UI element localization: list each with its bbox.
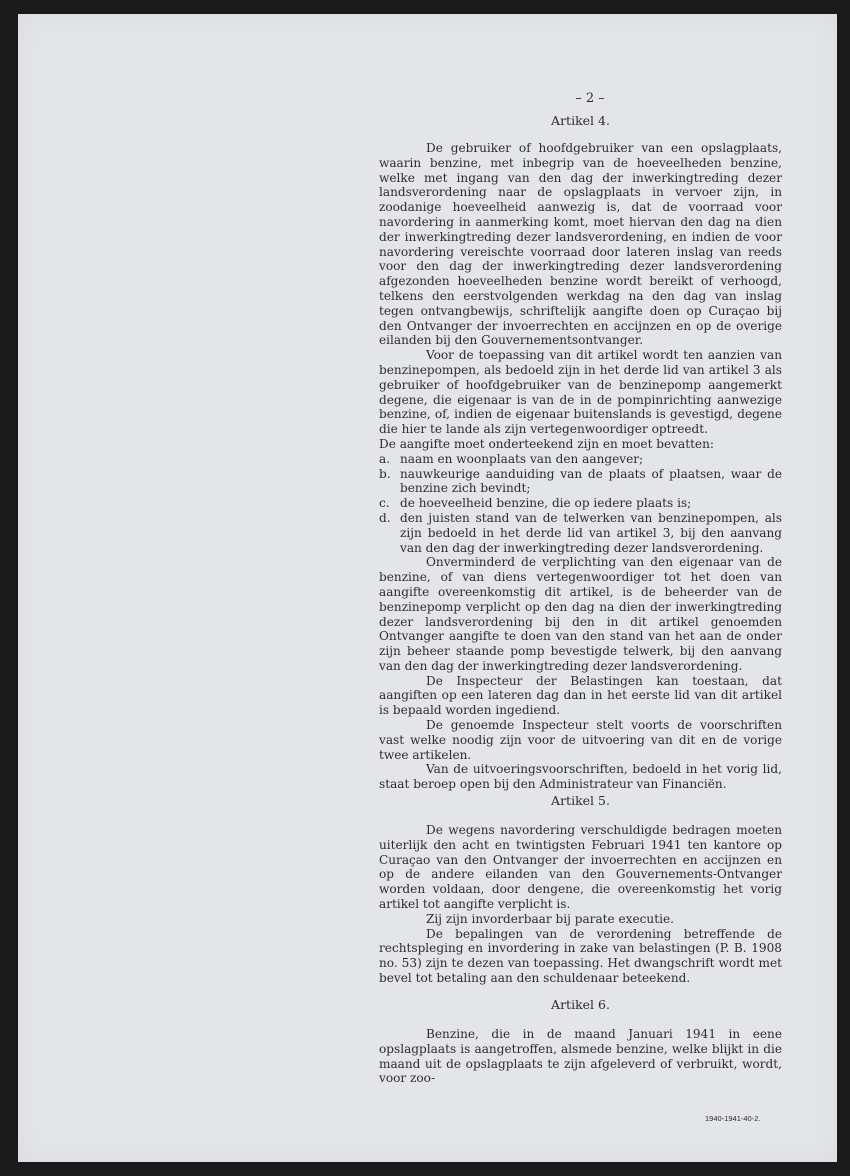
list-item bbox=[379, 452, 782, 467]
document-reference-code: 1940-1941-40-2. bbox=[705, 1114, 761, 1123]
list-item bbox=[379, 511, 782, 555]
article-4-list bbox=[379, 452, 782, 556]
list-item bbox=[379, 467, 782, 497]
list-item-text: den juisten stand van de telwerken van benzinepompen, als zijn bedoeld in het derde lid van artikel 3, bij den aanvang van den dag der inwerkingtreding dezer landsverordening. bbox=[400, 510, 782, 555]
article-4-paragraph: De Inspecteur der Belastingen kan toestaan, dat aangiften op een lateren dag dan in het eerste lid van dit artikel is bepaald worden ingediend. bbox=[379, 673, 782, 718]
list-marker: c. bbox=[379, 496, 390, 511]
list-marker: a. bbox=[379, 451, 391, 466]
list-marker: d. bbox=[379, 510, 391, 525]
article-5-body bbox=[379, 823, 782, 986]
article-4-paragraph: Voor de toepassing van dit artikel wordt ten aanzien van benzinepompen, als bedoeld zijn in het derde lid van artikel 3 als gebruiker of hoofdgebruiker van de benzinepomp aangemerkt degene, die eigenaar is van de in de pompinrichting aanwezige benzine, of, indien de eigenaar buitenslands is gevestigd, degene die hier te lande als zijn vertegenwoordiger optreedt. bbox=[379, 348, 782, 437]
list-marker: b. bbox=[379, 466, 391, 481]
article-6-paragraph: Benzine, die in de maand Januari 1941 in eene opslagplaats is aangetroffen, alsmede benzine, welke blijkt in die maand uit de opslagplaats te zijn afgeleverd of verbruikt, wordt, voor zoo- bbox=[379, 1027, 782, 1086]
list-item-text: nauwkeurige aanduiding van de plaats of plaatsen, waar de benzine zich bevindt; bbox=[400, 466, 782, 496]
article-5-paragraph: De bepalingen van de verordening betreffende de rechtspleging en invordering in zake van belastingen (P. B. 1908 no. 53) zijn te dezen van toepassing. Het dwangschrift wordt met bevel tot betaling aan den schuldenaar beteekend. bbox=[379, 926, 782, 985]
list-item bbox=[379, 496, 782, 511]
list-item-text: naam en woonplaats van den aangever; bbox=[400, 451, 644, 466]
article-4-paragraph: De gebruiker of hoofdgebruiker van een opslagplaats, waarin benzine, met inbegrip van de hoeveelheden benzine, welke met ingang van den dag der inwerkingtreding dezer landsverordening naar de opslagplaats in vervoer zijn, in zoodanige hoeveelheid aanwezig is, dat de voorraad voor navordering in aanmerking komt, moet hiervan den dag na dien der inwerkingtreding dezer landsverordening, en indien de voor navordering vereischte voorraad door lateren inslag van reeds voor den dag der inwerkingtreding dezer landsverordening afgezonden hoeveelheden benzine wordt bereikt of verhoogd, telkens den eerstvolgenden werkdag na den dag van inslag tegen ontvangbewijs, schriftelijk aangifte doen op Curaçao bij den Ontvanger der invoerrechten en accijnzen en op de overige eilanden bij den Gouvernementsontvanger. bbox=[379, 141, 782, 348]
article-4-paragraph: Onverminderd de verplichting van den eigenaar van de benzine, of van diens vertegenwoordiger tot het doen van aangifte overeenkomstig dit artikel, is de beheerder van de benzinepomp verplicht op den dag na dien der inwerkingtreding dezer landsverordening bij den in dit artikel genoemden Ontvanger aangifte te doen van den stand van het aan de onder zijn beheer staande pomp bevestigde telwerk, bij den aanvang van den dag der inwerkingtreding dezer landsverordening. bbox=[379, 555, 782, 673]
article-4-heading: Artikel 4. bbox=[551, 113, 610, 128]
list-item-text: de hoeveelheid benzine, die op iedere plaats is; bbox=[400, 496, 692, 511]
article-4-paragraph: De genoemde Inspecteur stelt voorts de voorschriften vast welke noodig zijn voor de uitvoering van dit en de vorige twee artikelen. bbox=[379, 718, 782, 762]
article-5-paragraph: Zij zijn invorderbaar bij parate executie. bbox=[426, 911, 674, 926]
article-4-list-intro: De aangifte moet onderteekend zijn en moet bevatten: bbox=[379, 436, 714, 451]
page-number: – 2 – bbox=[575, 91, 605, 106]
article-5-paragraph: De wegens navordering verschuldigde bedragen moeten uiterlijk den acht en twintigsten Februari 1941 ten kantore op Curaçao van den Ontvanger der invoerrechten en accijnzen en op de andere eilanden van den Gouvernements-Ontvanger worden voldaan, door dengene, die overeenkomstig het vorig artikel tot aangifte verplicht is. bbox=[379, 823, 782, 911]
article-5-heading: Artikel 5. bbox=[551, 793, 610, 808]
article-6-heading: Artikel 6. bbox=[551, 997, 610, 1012]
article-4-body bbox=[379, 141, 782, 792]
article-6-body bbox=[379, 1027, 782, 1086]
article-4-paragraph: Van de uitvoeringsvoorschriften, bedoeld in het vorig lid, staat beroep open bij den Administrateur van Financiën. bbox=[379, 762, 782, 792]
